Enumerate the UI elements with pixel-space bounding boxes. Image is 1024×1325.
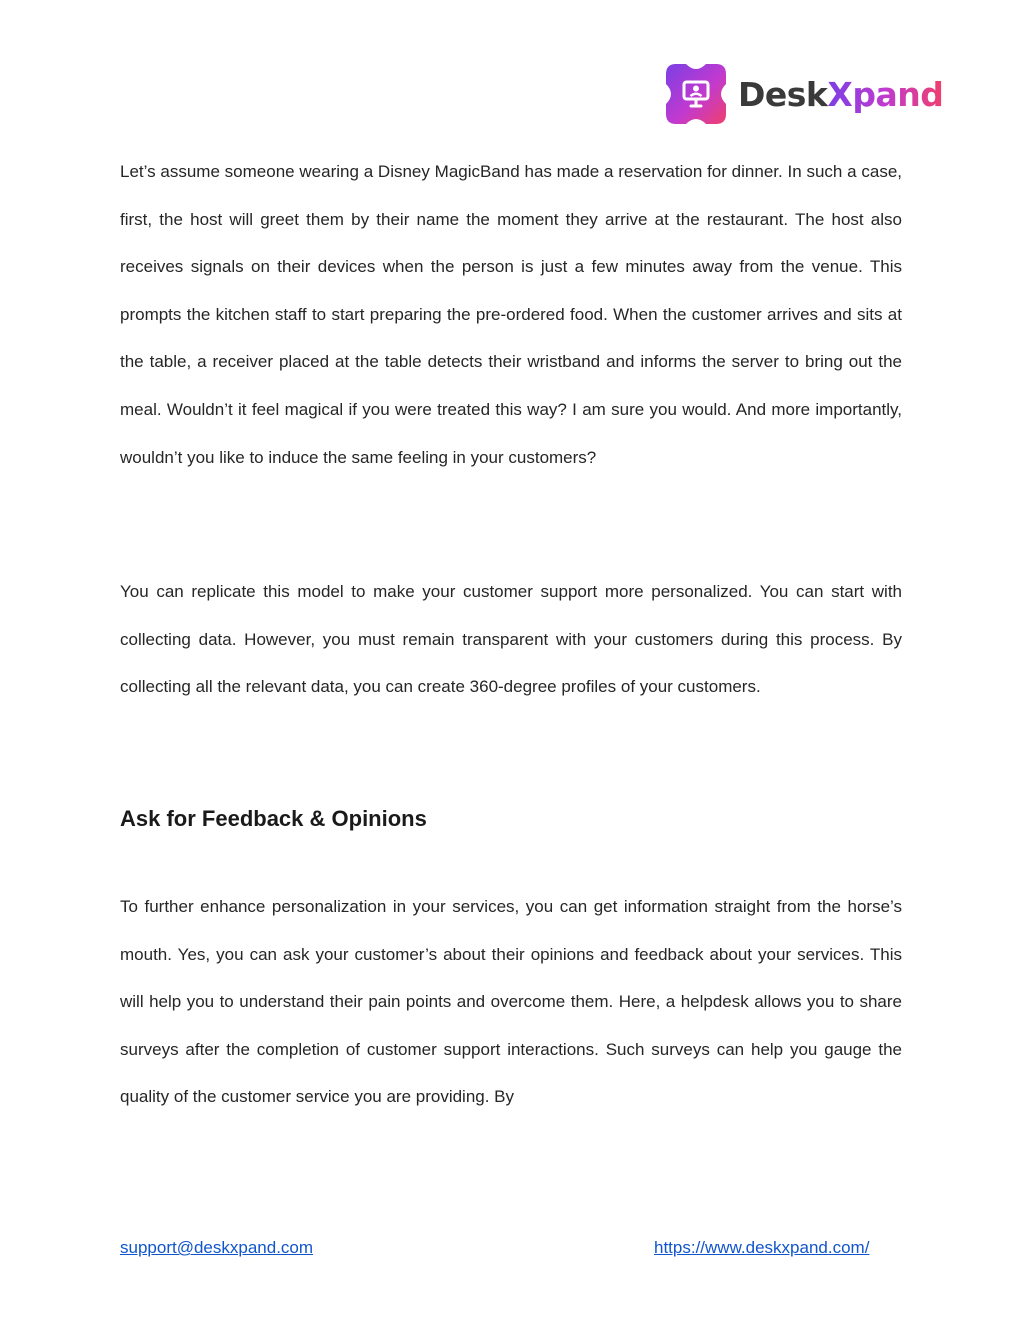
brand-name [738, 74, 944, 114]
monitor-user-icon [664, 62, 728, 126]
section-heading: Ask for Feedback & Opinions [120, 806, 427, 831]
brand-name-part2: Xpand [827, 74, 944, 114]
footer-email-link[interactable]: support@deskxpand.com [120, 1238, 314, 1257]
brand-name-part1: Desk [738, 74, 828, 114]
paragraph-3: To further enhance personalization in your services, you can get information straight from the horse’s mouth. Yes, you can ask your customer’s about their opinions and feedback about your services. This will help you to understand their pain points and overcome them. Here, a helpdesk allows you to share surveys after the completion of customer support interactions. Such surveys can help you gauge the quality of the customer service you are providing. By [120, 897, 902, 1107]
brand-logo [664, 60, 943, 128]
paragraph-1: Let’s assume someone wearing a Disney MagicBand has made a reservation for dinner. In such a case, first, the host will greet them by their name the moment they arrive at the restaurant. The host also receives signals on their devices when the person is just a few minutes away from the venue. This prompts the kitchen staff to start preparing the pre-ordered food. When the customer arrives and sits at the table, a receiver placed at the table detects their wristband and informs the server to bring out the meal. Wouldn’t it feel magical if you were treated this way? I am sure you would. And more importantly, wouldn’t you like to induce the same feeling in your customers? [120, 162, 902, 467]
footer-website-link[interactable]: https://www.deskxpand.com/ [654, 1238, 870, 1257]
paragraph-2: You can replicate this model to make your customer support more personalized. You can start with collecting data. However, you must remain transparent with your customers during this process. By collecting all the relevant data, you can create 360-degree profiles of your customers. [120, 582, 902, 697]
